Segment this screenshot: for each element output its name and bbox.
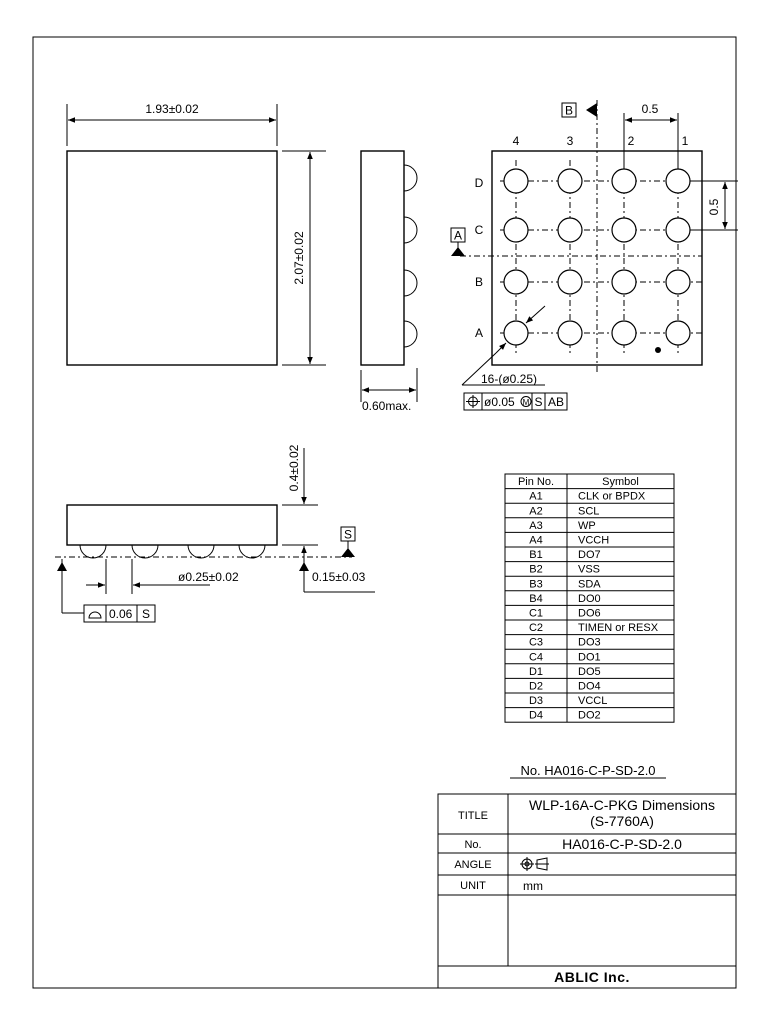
pin-table-cell-symbol: DO2 <box>578 709 601 722</box>
third-angle-projection-icon <box>520 857 549 871</box>
ball-a1 <box>666 321 690 345</box>
svg-text:A: A <box>453 228 463 243</box>
pin-table-cell-pin: A2 <box>529 505 543 518</box>
svg-text:S: S <box>534 395 543 409</box>
row-label-c: C <box>474 223 484 237</box>
datum-a-triangle <box>451 247 465 256</box>
pin-table <box>505 474 674 722</box>
pin-table-cell-pin: D1 <box>528 665 544 678</box>
ball-d4 <box>504 169 528 193</box>
pin-table-cell-pin: D2 <box>528 680 544 693</box>
ball-count-callout: 16-(ø0.25) <box>481 372 538 386</box>
pin-table-cell-pin: D3 <box>528 695 544 708</box>
pin-table-cell-symbol: DO5 <box>578 665 601 678</box>
pin-table-cell-pin: D4 <box>528 709 544 722</box>
pin-table-cell-symbol: VSS <box>578 563 601 576</box>
pin-table-cell-pin: A3 <box>529 519 543 532</box>
flatness-value: 0.06 <box>109 607 133 621</box>
no-value: HA016-C-P-SD-2.0 <box>562 836 682 852</box>
datum-s-triangle <box>341 548 355 557</box>
pin-table-cell-symbol: WP <box>578 519 596 532</box>
unit-value: mm <box>523 879 543 893</box>
flatness-tolerance-frame <box>84 605 155 622</box>
ball-diameter-dimension: ø0.25±0.02 <box>178 570 239 584</box>
pin-table-cell-pin: A1 <box>529 490 543 503</box>
ball-b4 <box>504 270 528 294</box>
pin1-index-mark <box>655 347 661 353</box>
title-label: TITLE <box>458 810 488 822</box>
pin-table-cell-pin: B1 <box>529 549 543 562</box>
pin-table-cell-pin: C1 <box>528 607 544 620</box>
no-label: No. <box>464 839 482 851</box>
position-tolerance-value: ø0.05 <box>484 395 515 409</box>
row-label-d: D <box>474 176 484 190</box>
pin-table-cell-symbol: SCL <box>578 505 600 518</box>
standoff-dimension: 0.15±0.03 <box>312 570 366 584</box>
title-line-2: (S-7760A) <box>590 813 654 829</box>
ball-b2 <box>612 270 636 294</box>
thickness-dimension: 0.60max. <box>362 399 412 413</box>
ball-d1 <box>666 169 690 193</box>
bottom-view <box>451 100 738 410</box>
pitch-y-dimension: 0.5 <box>707 198 721 216</box>
pin-table-cell-pin: B2 <box>529 563 543 576</box>
top-view-body <box>67 151 277 365</box>
pin-table-cell-pin: C3 <box>528 636 544 649</box>
pin-table-cell-symbol: DO6 <box>578 607 601 620</box>
column-label-1: 1 <box>681 134 689 148</box>
body-height-dimension: 0.4±0.02 <box>287 444 301 492</box>
row-label-a: A <box>474 326 484 340</box>
side-view-body <box>361 151 404 365</box>
pin-table-cell-pin: C2 <box>528 622 544 635</box>
pin-table-cell-symbol: DO1 <box>578 651 601 664</box>
front-view-body <box>67 505 277 545</box>
ball-a3 <box>558 321 582 345</box>
top-view <box>67 102 326 365</box>
pin-table-cell-pin: C4 <box>528 651 544 664</box>
angle-label: ANGLE <box>454 859 492 871</box>
pin-table-header-pin: Pin No. <box>517 476 555 489</box>
pin-table-cell-symbol: DO4 <box>578 680 601 693</box>
column-label-2: 2 <box>627 134 635 148</box>
ball-c1 <box>666 218 690 242</box>
profile-surface-icon <box>89 612 101 618</box>
pin-table-cell-symbol: DO0 <box>578 592 601 605</box>
title-line-1: WLP-16A-C-PKG Dimensions <box>529 797 715 813</box>
datum-b-triangle <box>586 103 597 117</box>
column-label-4: 4 <box>512 134 520 148</box>
pin-table-header-symbol: Symbol <box>602 476 639 489</box>
row-label-b: B <box>474 275 484 289</box>
height-dimension: 2.07±0.02 <box>292 231 306 285</box>
ball-c3 <box>558 218 582 242</box>
title-block <box>438 794 736 988</box>
ball-a4 <box>504 321 528 345</box>
ball-b3 <box>558 270 582 294</box>
pin-table-cell-pin: A4 <box>529 534 543 547</box>
svg-text:M: M <box>522 398 530 407</box>
pitch-x-dimension: 0.5 <box>641 102 659 116</box>
ball-d2 <box>612 169 636 193</box>
svg-text:S: S <box>141 607 151 621</box>
front-view <box>55 444 375 622</box>
pin-table-cell-pin: B4 <box>529 592 543 605</box>
side-view <box>361 151 417 413</box>
pin-table-cell-symbol: CLK or BPDX <box>578 490 646 503</box>
company-name: ABLIC Inc. <box>554 969 630 985</box>
document-number: No. HA016-C-P-SD-2.0 <box>520 763 656 778</box>
unit-label: UNIT <box>460 880 486 892</box>
pin-table-cell-symbol: DO7 <box>578 549 601 562</box>
column-label-3: 3 <box>566 134 574 148</box>
svg-text:B: B <box>564 103 574 118</box>
position-tolerance-frame <box>464 393 567 410</box>
pin-table-cell-pin: B3 <box>529 578 543 591</box>
ball-b1 <box>666 270 690 294</box>
width-dimension: 1.93±0.02 <box>145 102 199 116</box>
ball-c4 <box>504 218 528 242</box>
svg-text:AB: AB <box>547 395 565 409</box>
pin-table-cell-symbol: DO3 <box>578 636 601 649</box>
pin-table-cell-symbol: TIMEN or RESX <box>578 622 659 635</box>
svg-text:S: S <box>343 527 353 542</box>
pin-table-cell-symbol: SDA <box>578 578 601 591</box>
ball-d3 <box>558 169 582 193</box>
pin-table-cell-symbol: VCCH <box>578 534 610 547</box>
ball-c2 <box>612 218 636 242</box>
pin-table-cell-symbol: VCCL <box>578 695 608 708</box>
ball-a2 <box>612 321 636 345</box>
